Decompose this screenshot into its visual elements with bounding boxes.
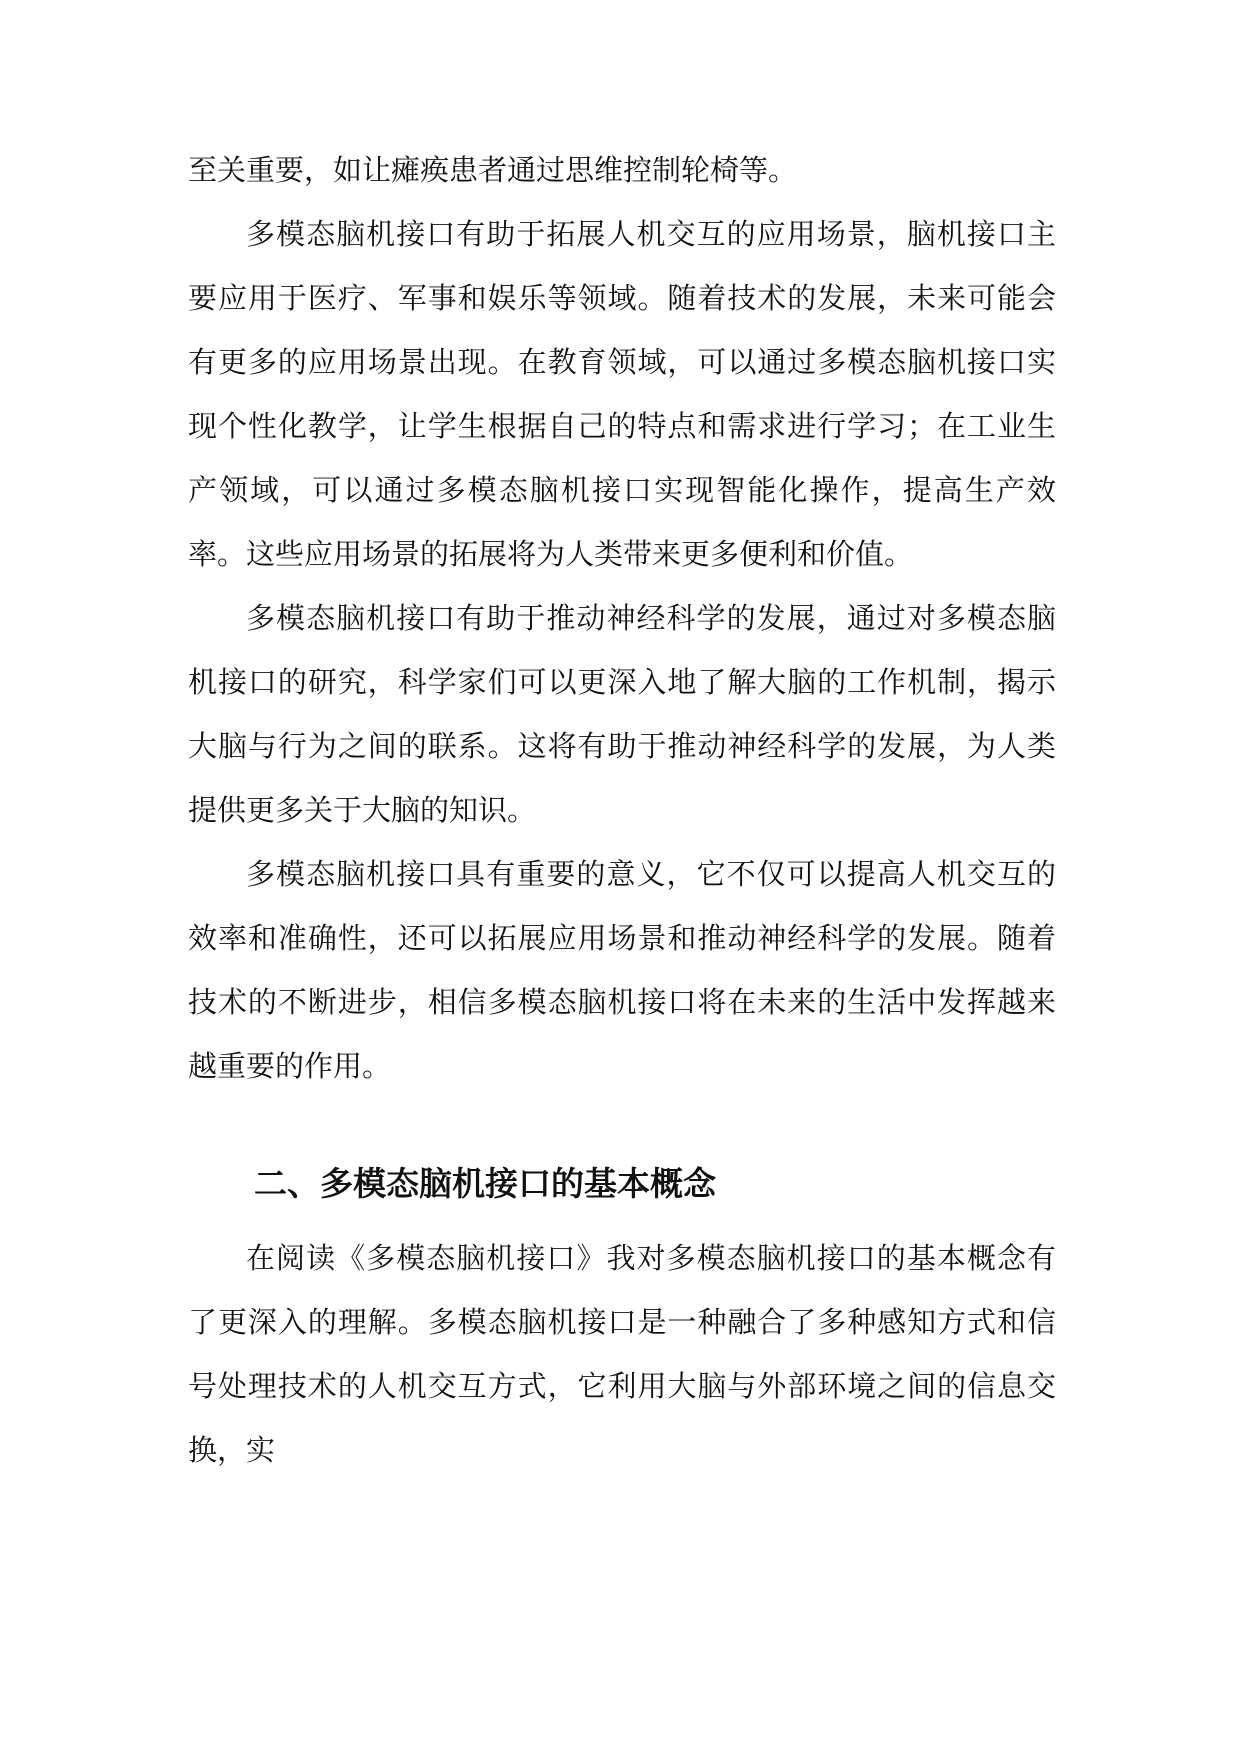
paragraph-basic-concept: 在阅读《多模态脑机接口》我对多模态脑机接口的基本概念有了更深入的理解。多模态脑机接口是一种融合了多种感知方式和信号处理技术的人机交互方式，它利用大脑与外部环境之间的信息交换，实 — [188, 1241, 1056, 1467]
document-body — [188, 138, 1056, 1482]
paragraph-neuroscience: 多模态脑机接口有助于推动神经科学的发展，通过对多模态脑机接口的研究，科学家们可以更深入地了解大脑的工作机制，揭示大脑与行为之间的联系。这将有助于推动神经科学的发展，为人类提供更多关于大脑的知识。 — [188, 601, 1056, 827]
paragraph-continuation: 至关重要，如让瘫痪患者通过思维控制轮椅等。 — [188, 153, 798, 187]
paragraph-application-scenarios: 多模态脑机接口有助于拓展人机交互的应用场景，脑机接口主要应用于医疗、军事和娱乐等领域。随着技术的发展，未来可能会有更多的应用场景出现。在教育领域，可以通过多模态脑机接口实现个性化教学，让学生根据自己的特点和需求进行学习；在工业生产领域，可以通过多模态脑机接口实现智能化操作，提高生产效率。这些应用场景的拓展将为人类带来更多便利和价值。 — [188, 217, 1056, 571]
section-heading: 二、多模态脑机接口的基本概念 — [254, 1164, 716, 1203]
paragraph-significance: 多模态脑机接口具有重要的意义，它不仅可以提高人机交互的效率和准确性，还可以拓展应用场景和推动神经科学的发展。随着技术的不断进步，相信多模态脑机接口将在未来的生活中发挥越来越重要的作用。 — [188, 857, 1056, 1083]
